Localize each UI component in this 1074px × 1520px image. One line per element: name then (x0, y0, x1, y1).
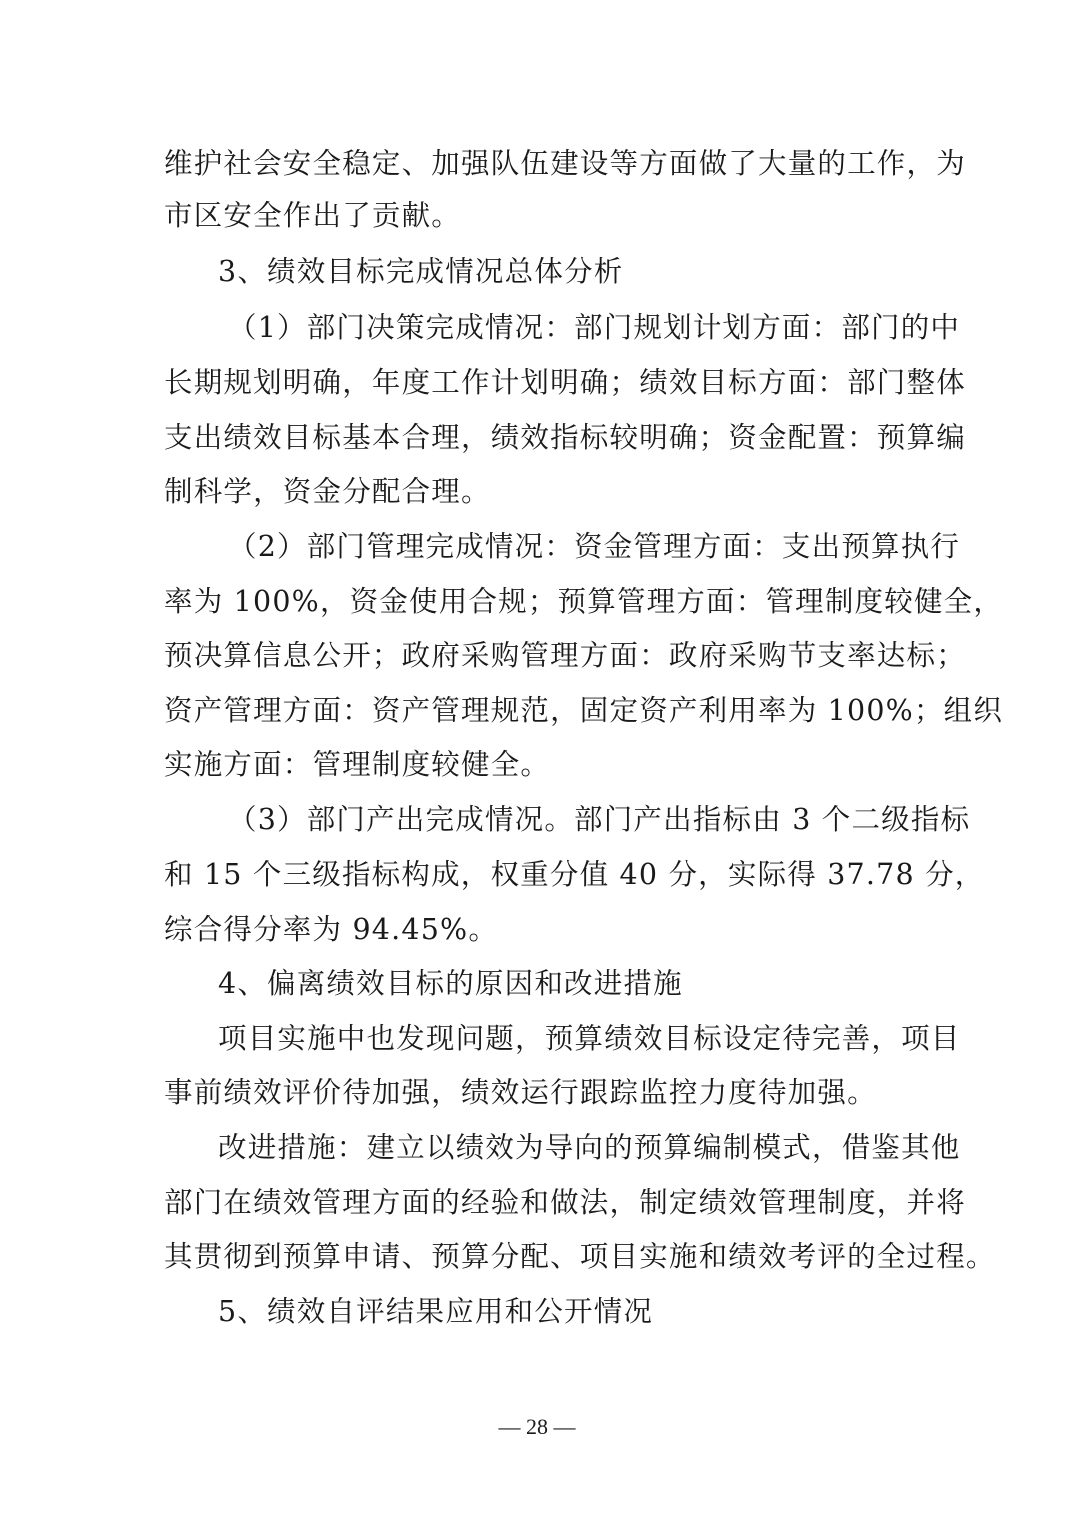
paragraph-line: 预决算信息公开；政府采购管理方面：政府采购节支率达标； (164, 639, 966, 672)
section-heading: 3、绩效目标完成情况总体分析 (218, 255, 624, 288)
paragraph-line: 事前绩效评价待加强，绩效运行跟踪监控力度待加强。 (164, 1076, 877, 1109)
section-heading: 5、绩效自评结果应用和公开情况 (218, 1295, 654, 1328)
paragraph-line: （2）部门管理完成情况：资金管理方面：支出预算执行 (228, 530, 961, 563)
paragraph-line: 其贯彻到预算申请、预算分配、项目实施和绩效考评的全过程。 (164, 1240, 996, 1273)
paragraph-line: 部门在绩效管理方面的经验和做法，制定绩效管理制度，并将 (164, 1186, 966, 1219)
paragraph-line: 资产管理方面：资产管理规范，固定资产利用率为 100%；组织 (164, 694, 1004, 727)
paragraph-line: 支出绩效目标基本合理，绩效指标较明确；资金配置：预算编 (164, 421, 966, 454)
paragraph-line: 项目实施中也发现问题，预算绩效目标设定待完善，项目 (218, 1022, 961, 1055)
paragraph-line: 率为 100%，资金使用合规；预算管理方面：管理制度较健全， (164, 585, 1004, 618)
paragraph-line: （3）部门产出完成情况。部门产出指标由 3 个二级指标 (228, 803, 971, 836)
paragraph-line: 改进措施：建立以绩效为导向的预算编制模式，借鉴其他 (218, 1131, 961, 1164)
paragraph-line: 和 15 个三级指标构成，权重分值 40 分，实际得 37.78 分， (164, 858, 985, 891)
paragraph-line: 市区安全作出了贡献。 (164, 199, 462, 232)
section-heading: 4、偏离绩效目标的原因和改进措施 (218, 967, 683, 1000)
paragraph-line: 制科学，资金分配合理。 (164, 475, 491, 508)
paragraph-line: 长期规划明确，年度工作计划明确；绩效目标方面：部门整体 (164, 366, 966, 399)
paragraph-line: 实施方面：管理制度较健全。 (164, 748, 551, 781)
paragraph-line: 综合得分率为 94.45%。 (164, 913, 499, 946)
paragraph-line: 维护社会安全稳定、加强队伍建设等方面做了大量的工作，为 (164, 147, 966, 180)
page-number: — 28 — (498, 1414, 576, 1439)
paragraph-line: （1）部门决策完成情况：部门规划计划方面：部门的中 (228, 311, 961, 344)
